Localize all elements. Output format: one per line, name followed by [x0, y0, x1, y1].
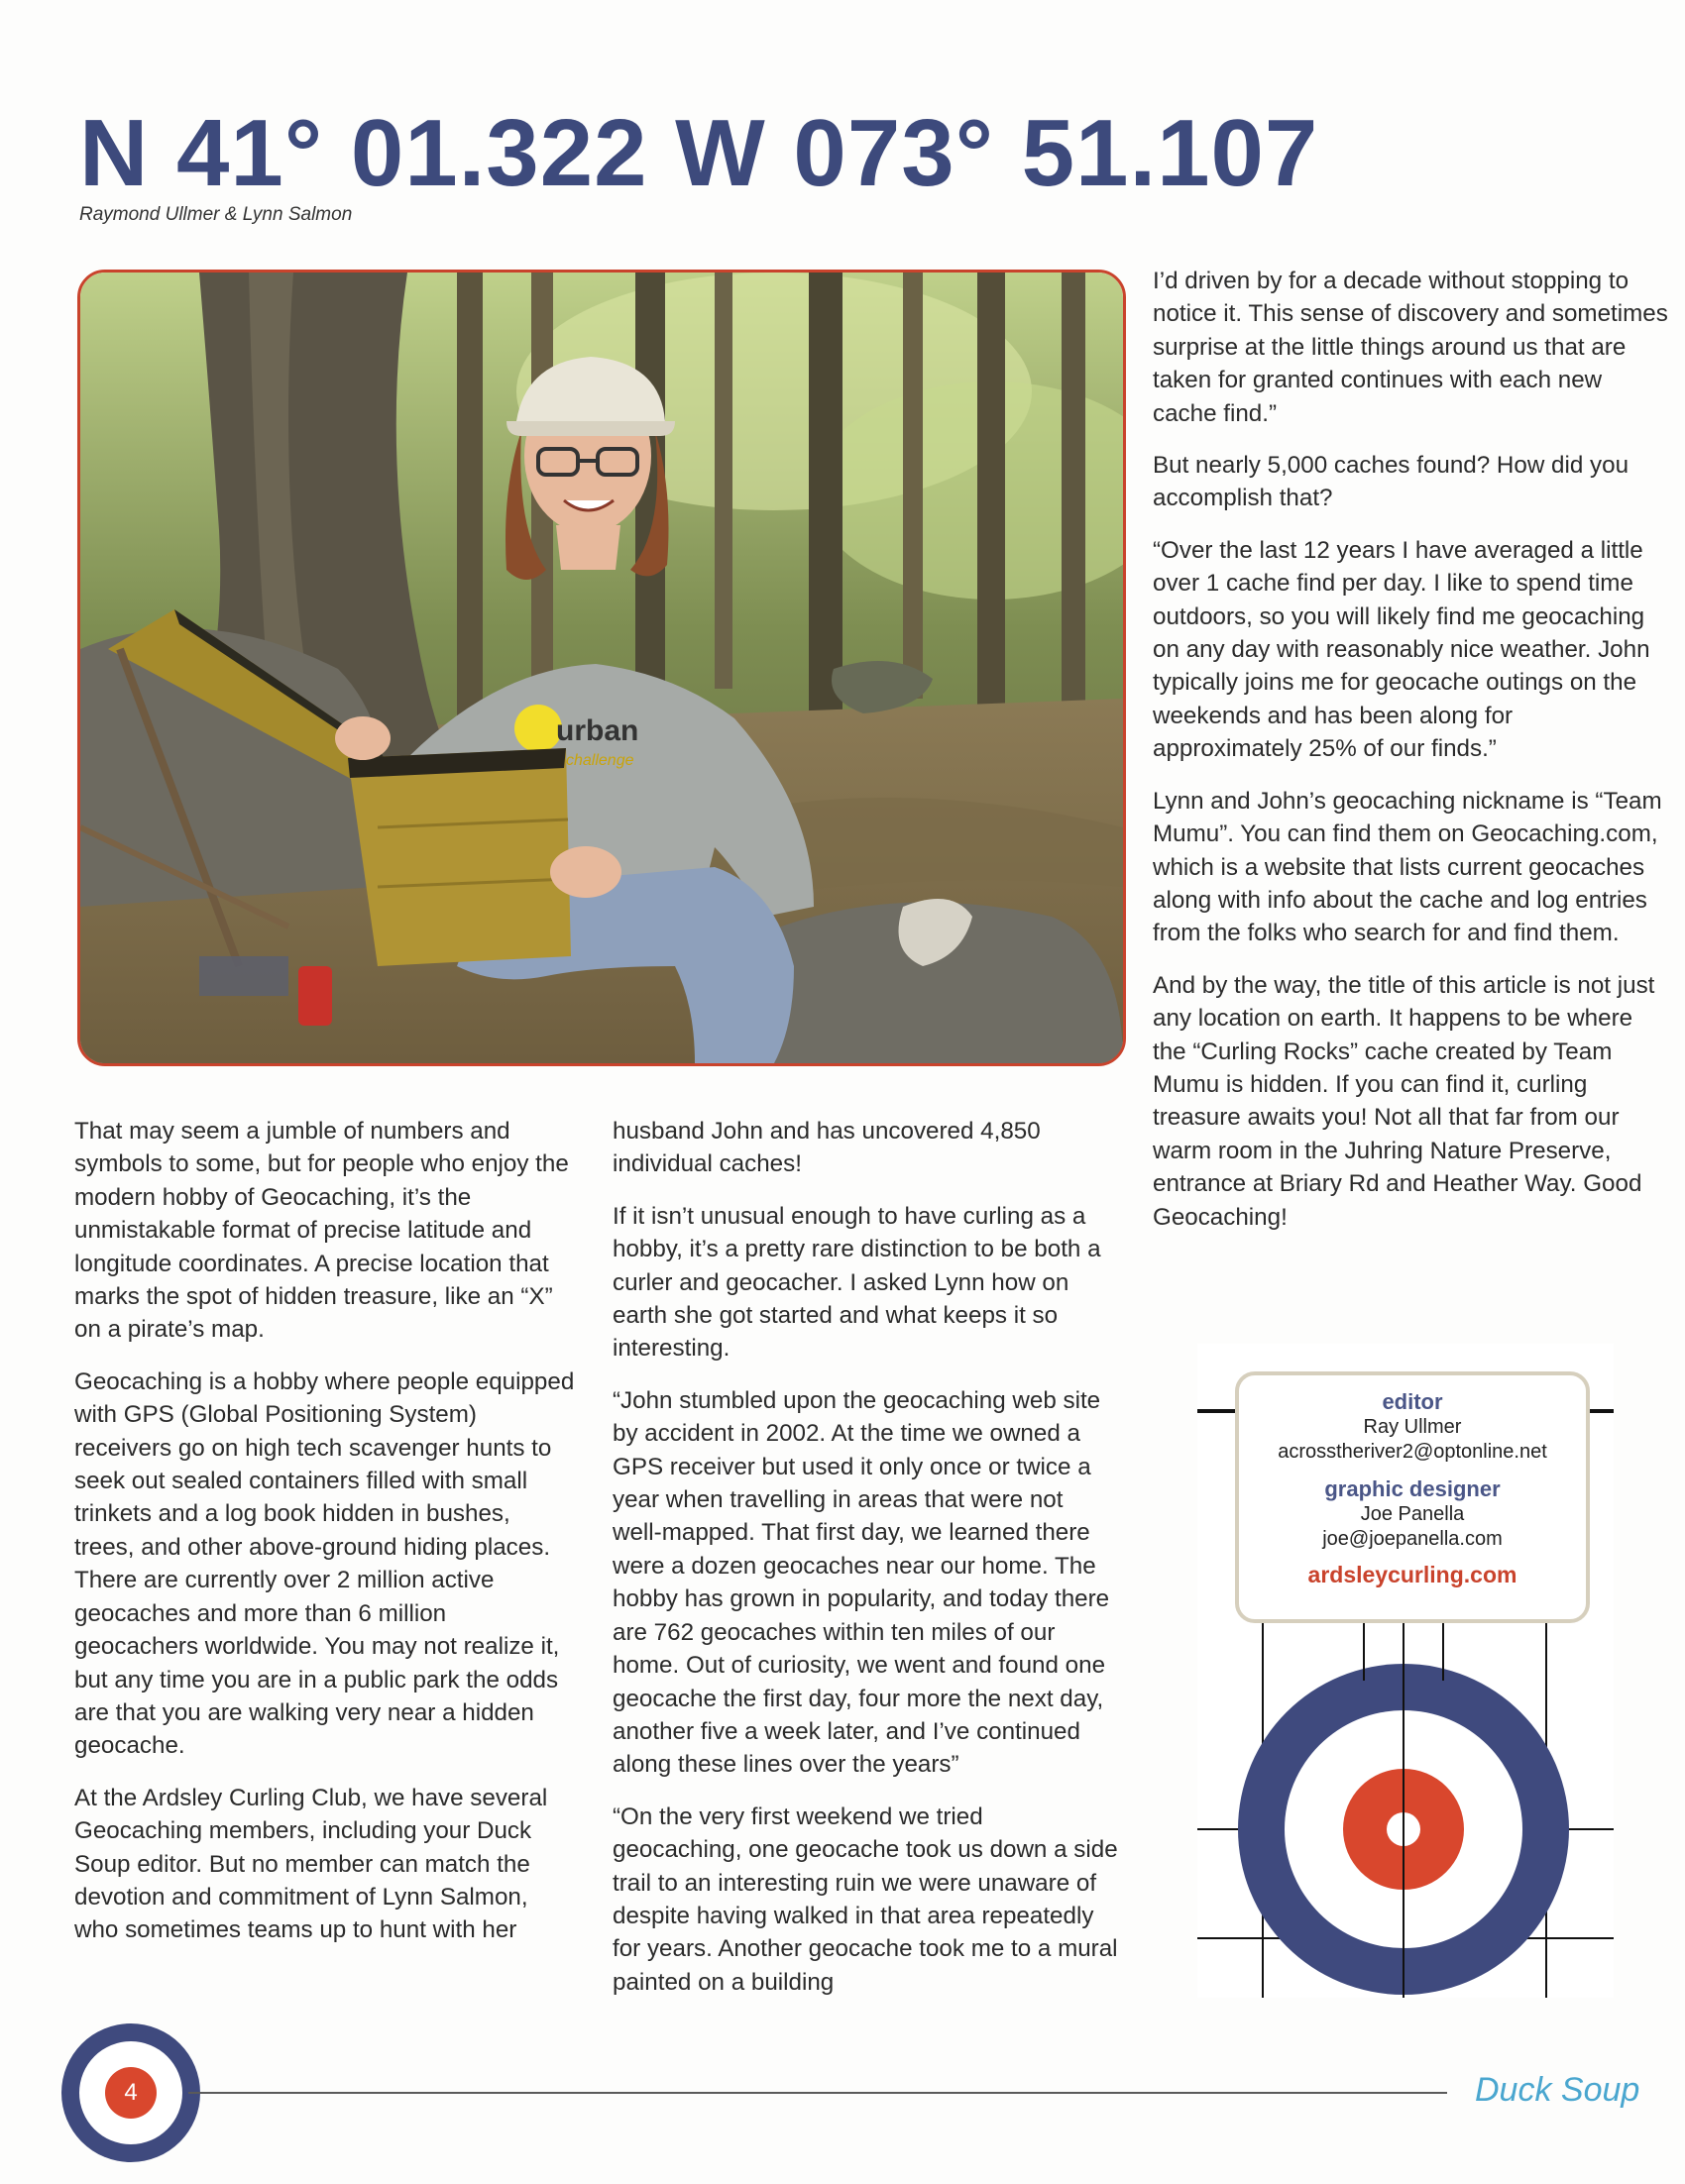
- website-link[interactable]: ardsleycurling.com: [1307, 1562, 1517, 1587]
- designer-email[interactable]: joe@joepanella.com: [1322, 1528, 1503, 1550]
- paragraph: But nearly 5,000 caches found? How did you accomplish that?: [1153, 452, 1629, 512]
- paragraph: Geocaching is a hobby where people equipped with GPS (Global Positioning System) receivers go on high tech scavenger hunts to seek out sealed containers filled with small trinkets and a log book hidden in bushes, trees, and other above-ground hiding places. There are currently over 2 million active geocaches and more than 6 million geocachers worldwide. You may not realize it, but any time you are in a public park the odds are that you are walking very near a hidden geocache.: [74, 1367, 575, 1760]
- paragraph: And by the way, the title of this article is not just any location on earth. It happens to be where the “Curling Rocks” cache created by Team Mumu is hidden. If you can find it, curling treasure awaits you! Not all that far from our warm room in the Juhring Nature Preserve, entrance at Briary Rd and Heather Way. Good Geocaching!: [1153, 971, 1655, 1231]
- page-number: 4: [124, 2079, 138, 2106]
- paragraph: “Over the last 12 years I have averaged a little over 1 cache find per day. I like to spend time outdoors, so you will likely find me geocaching on any day with reasonably nice weather. John typically joins me for geocache outings on the weekends and has been along for approximately 25% of our finds.”: [1153, 536, 1650, 763]
- shirt-logo-subtext: challenge: [566, 752, 634, 769]
- paragraph: “On the very first weekend we tried geocaching, one geocache took us down a side trail to an interesting ruin we were unaware of despite having walked in that area repeatedly for years. Another geocache took me to a mural painted on a building: [613, 1802, 1118, 1996]
- paragraph: Lynn and John’s geocaching nickname is “Team Mumu”. You can find them on Geocaching.com, which is a website that lists current geocaches along with info about the cache and log entries from the folks who search for and find them.: [1153, 787, 1662, 947]
- designer-label: graphic designer: [1324, 1476, 1501, 1501]
- footer-rule: [188, 2092, 1447, 2094]
- paragraph: “John stumbled upon the geocaching web site by accident in 2002. At the time we owned a GPS receiver but used it only once or twice a year when travelling in areas that were not well-mapped. That first day, we learned there were a dozen geocaches near our home. The hobby has grown in popularity, and today there are 762 geocaches within ten miles of our home. Out of curiosity, we went and found one geocache the first day, four more the next day, another five a week later, and I’ve continued along these lines over the years”: [613, 1386, 1110, 1779]
- masthead-panel: [1197, 1344, 1614, 1998]
- article-column-1: [74, 1115, 575, 1966]
- article-title: N 41° 01.322 W 073° 51.107: [79, 100, 1319, 206]
- article-photo: [77, 270, 1126, 1066]
- publication-name: Duck Soup: [1475, 2071, 1640, 2109]
- article-column-2: [613, 1115, 1118, 2018]
- editor-label: editor: [1382, 1389, 1443, 1414]
- paragraph: That may seem a jumble of numbers and symbols to some, but for people who enjoy the modern hobby of Geocaching, it’s the unmistakable format of precise latitude and longitude coordinates. A precise location that marks the spot of hidden treasure, like an “X” on a pirate’s map.: [74, 1118, 569, 1344]
- designer-name: Joe Panella: [1360, 1503, 1465, 1525]
- masthead-credits: [1235, 1371, 1590, 1623]
- editor-name: Ray Ullmer: [1363, 1416, 1462, 1438]
- paragraph: I’d driven by for a decade without stopping to notice it. This sense of discovery and sometimes surprise at the little things around us that are taken for granted continues with each new cache find.”: [1153, 268, 1668, 427]
- article-byline: Raymond Ullmer & Lynn Salmon: [79, 204, 353, 225]
- article-column-3: [1153, 265, 1668, 1253]
- paragraph: husband John and has uncovered 4,850 individual caches!: [613, 1118, 1041, 1178]
- paragraph: If it isn’t unusual enough to have curling as a hobby, it’s a pretty rare distinction to be both a curler and geocacher. I asked Lynn how on earth she got started and what keeps it so interesting.: [613, 1202, 1101, 1363]
- editor-email[interactable]: acrosstheriver2@optonline.net: [1278, 1441, 1547, 1463]
- paragraph: At the Ardsley Curling Club, we have several Geocaching members, including your Duck Soup editor. But no member can match the devotion and commitment of Lynn Salmon, who sometimes teams up to hunt with her: [74, 1784, 548, 1944]
- geocacher-photo-illustration: [80, 273, 1123, 1063]
- shirt-logo-text: urban: [556, 714, 639, 747]
